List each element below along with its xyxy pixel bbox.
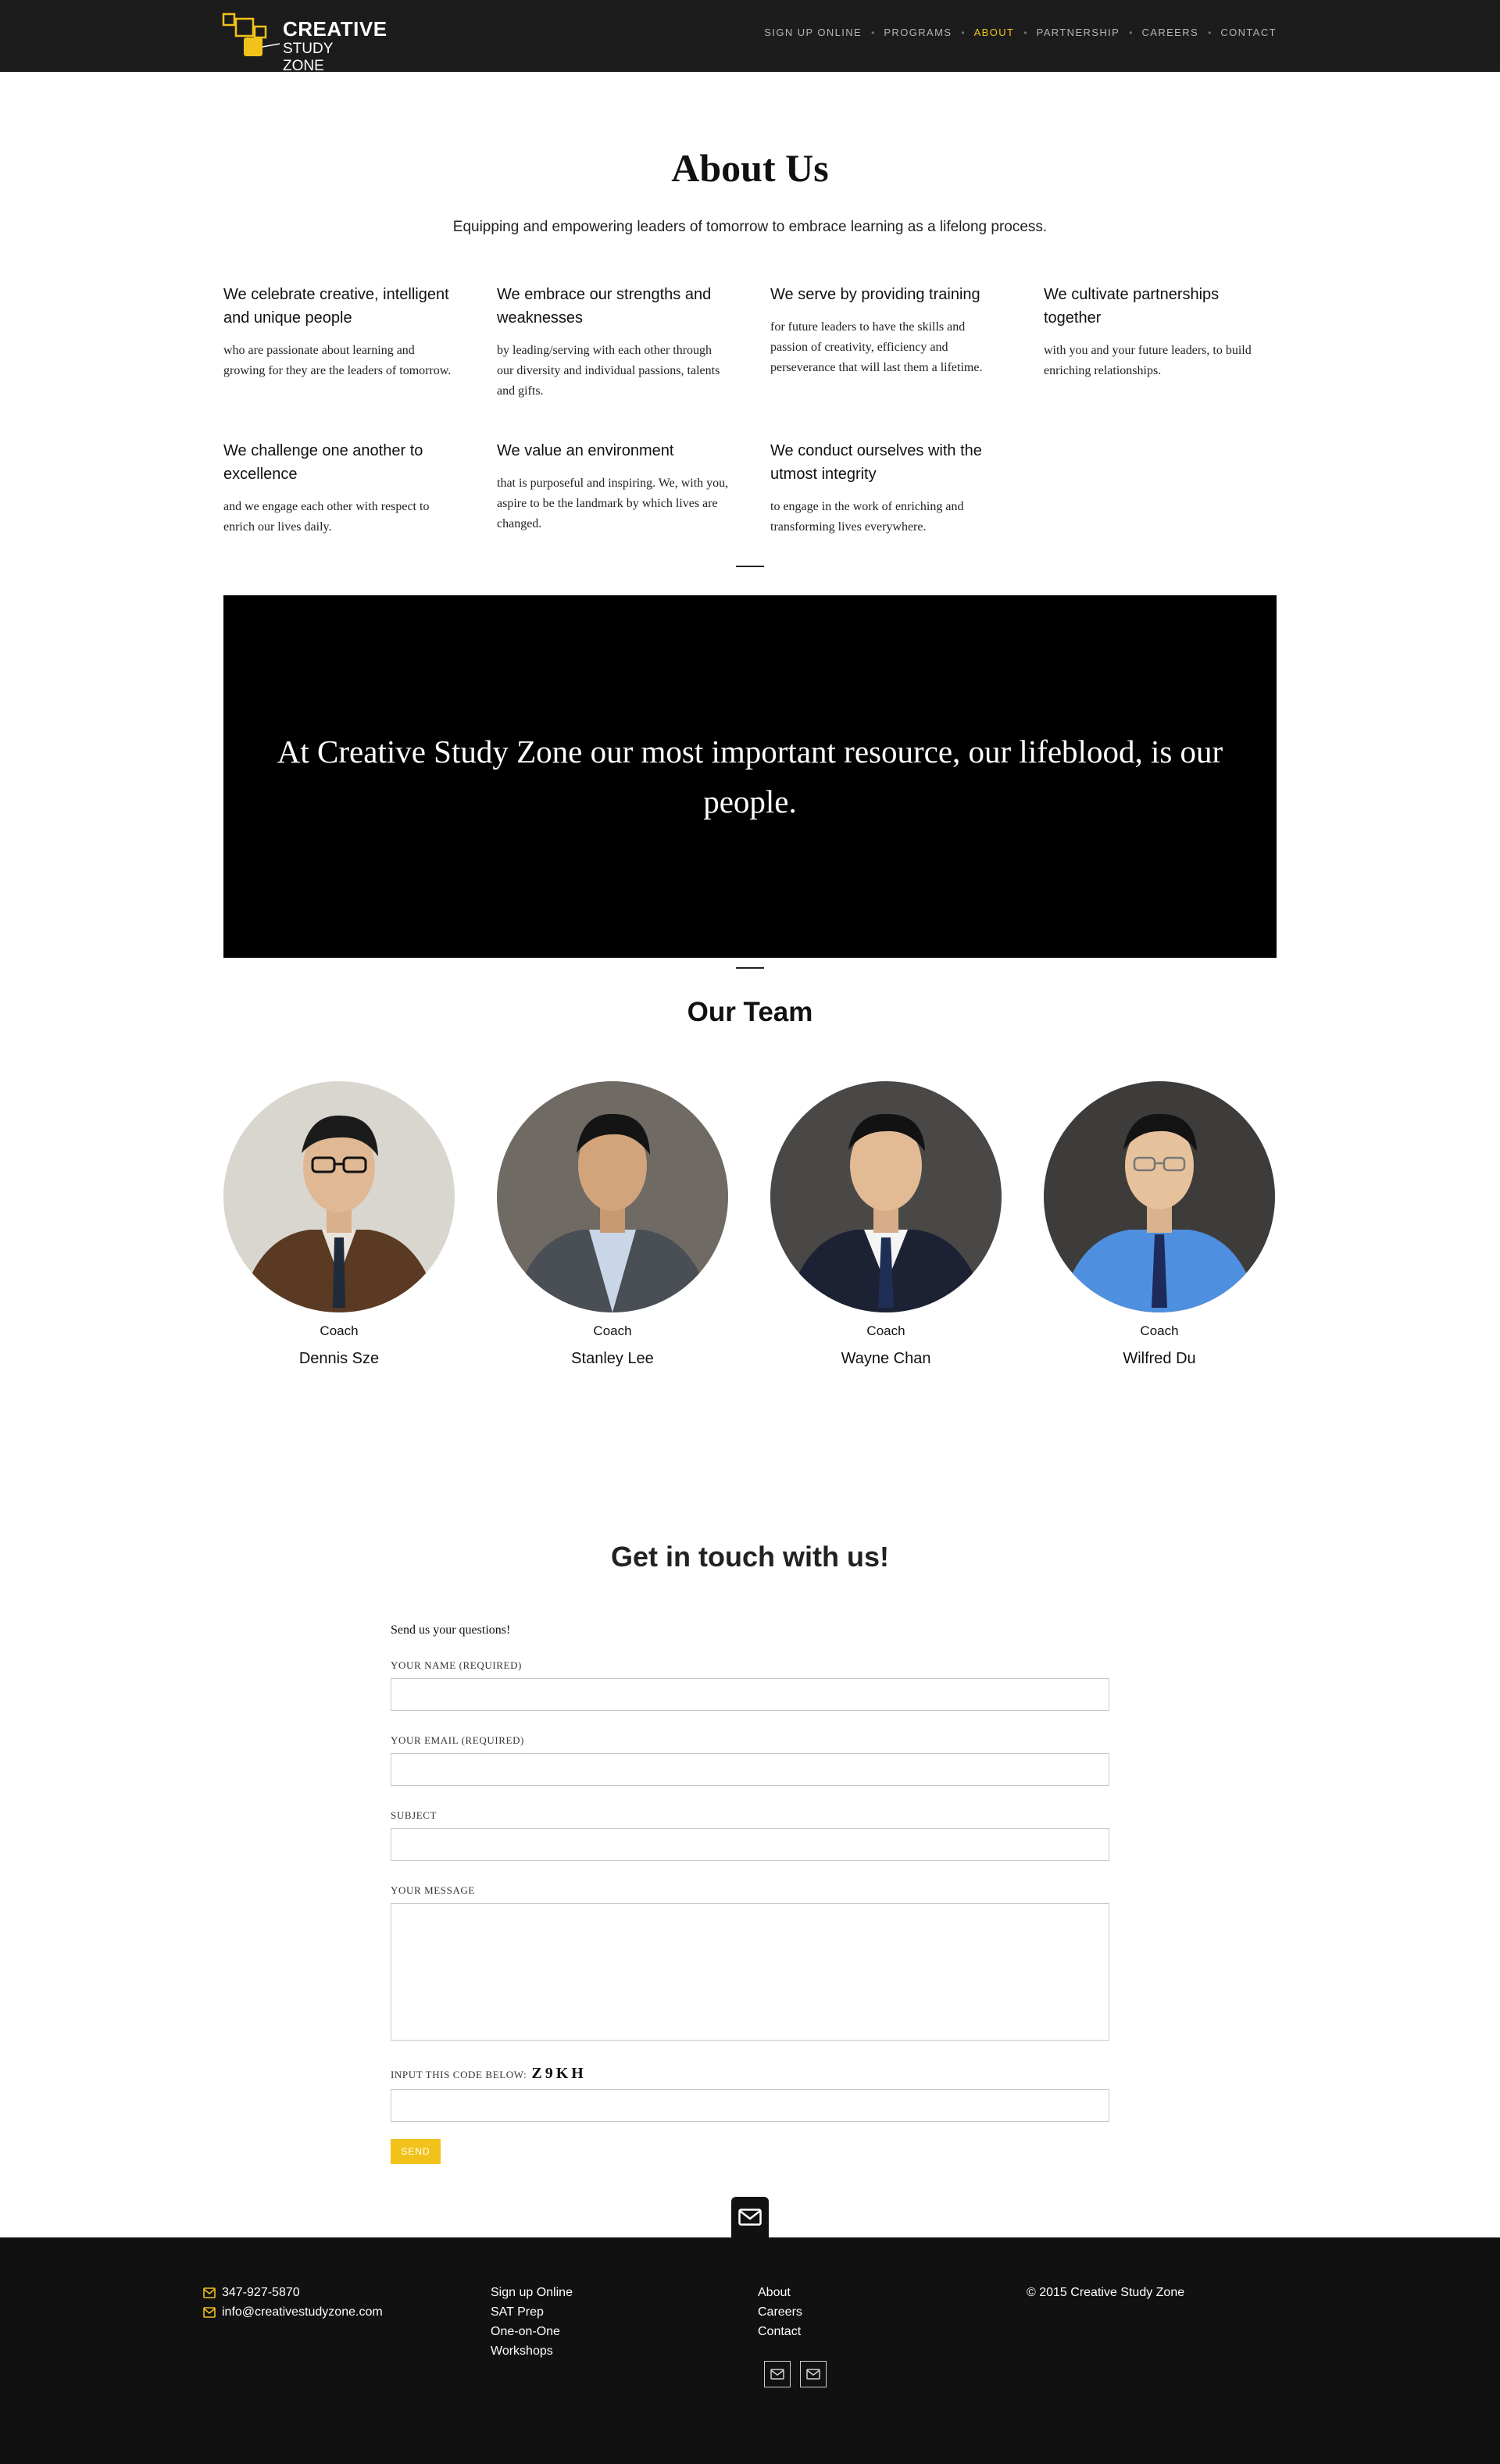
page-title: About Us (671, 146, 829, 190)
value-body: for future leaders to have the skills and passion of creativity, efficiency and perseverance that will last them a lifetime. (770, 320, 983, 374)
envelope-icon (806, 2369, 820, 2380)
copyright-text: © 2015 Creative Study Zone (1027, 2286, 1185, 2299)
captcha-row (391, 2065, 1109, 2083)
team-member-card (770, 1081, 1002, 1368)
value-heading: We embrace our strengths and weaknesses (497, 286, 712, 327)
nav-about[interactable]: ABOUT (973, 27, 1015, 38)
value-heading: We cultivate partnerships together (1044, 286, 1220, 327)
footer-link-workshops[interactable]: Workshops (491, 2344, 553, 2358)
team-member-card (223, 1081, 455, 1368)
footer-email[interactable]: info@creativestudyzone.com (222, 2305, 383, 2319)
logo-text-line2: STUDY ZONE (283, 41, 334, 74)
value-item (770, 283, 1005, 378)
member-name: Wayne Chan (841, 1350, 931, 1367)
message-textarea[interactable] (391, 1903, 1109, 2041)
nav-contact[interactable]: CONTACT (1220, 27, 1277, 38)
value-item (223, 439, 458, 537)
captcha-input[interactable] (391, 2089, 1109, 2122)
nav-separator: • (961, 27, 965, 38)
avatar (770, 1081, 1002, 1312)
member-role: Coach (1140, 1323, 1179, 1338)
name-input[interactable] (391, 1678, 1109, 1711)
value-body: and we engage each other with respect to enrich our lives daily. (223, 500, 430, 534)
member-name: Stanley Lee (571, 1350, 654, 1367)
nav-separator: • (1208, 27, 1212, 38)
contact-form (391, 1623, 1109, 2164)
member-role: Coach (593, 1323, 632, 1338)
member-role: Coach (320, 1323, 359, 1338)
value-body: that is purposeful and inspiring. We, with you, aspire to be the landmark by which lives are changed. (497, 477, 729, 530)
value-item (497, 283, 731, 402)
nav-programs[interactable]: PROGRAMS (884, 27, 952, 38)
footer-copyright (1027, 2283, 1184, 2302)
social-mail-button[interactable] (800, 2361, 827, 2387)
email-icon (203, 2307, 216, 2318)
footer-link-sign-up[interactable]: Sign up Online (491, 2286, 573, 2299)
subject-label: SUBJECT (391, 1809, 438, 1821)
form-intro: Send us your questions! (391, 1623, 511, 1637)
email-label: YOUR EMAIL (REQUIRED) (391, 1734, 524, 1746)
value-item (1044, 283, 1278, 381)
footer-link-careers[interactable]: Careers (758, 2305, 802, 2319)
member-name: Dennis Sze (298, 1350, 380, 1367)
value-heading: We serve by providing training (770, 286, 980, 303)
value-body: with you and your future leaders, to build enriching relationships. (1044, 344, 1252, 377)
team-member-card (497, 1081, 728, 1368)
nav-separator: • (871, 27, 875, 38)
value-heading: We conduct ourselves with the utmost integrity (770, 442, 982, 483)
nav-separator: • (1129, 27, 1133, 38)
value-body: to engage in the work of enriching and transforming lives everywhere. (770, 500, 964, 534)
footer-link-sat-prep[interactable]: SAT Prep (491, 2305, 544, 2319)
contact-title: Get in touch with us! (611, 1541, 889, 1573)
captcha-label: INPUT THIS CODE BELOW: (391, 2069, 527, 2080)
quote-banner (223, 595, 1277, 958)
value-heading: We challenge one another to excellence (223, 442, 423, 483)
footer-phone[interactable]: 347-927-5870 (222, 2286, 300, 2299)
nav-careers[interactable]: CAREERS (1141, 27, 1199, 38)
value-item (770, 439, 1005, 537)
send-button[interactable]: SEND (391, 2139, 441, 2164)
banner-quote: At Creative Study Zone our most important resource, our lifeblood, is our people. (277, 734, 1223, 820)
footer-link-contact[interactable]: Contact (758, 2325, 802, 2338)
footer-programs (491, 2283, 573, 2361)
mail-tab[interactable] (731, 2197, 769, 2237)
nav-sign-up-online[interactable]: SIGN UP ONLINE (764, 27, 862, 38)
social-mail-button[interactable] (764, 2361, 791, 2387)
value-heading: We celebrate creative, intelligent and unique people (223, 286, 449, 327)
value-item (223, 283, 458, 381)
top-navigation-bar (0, 0, 1500, 72)
subject-input[interactable] (391, 1828, 1109, 1861)
logo-text-line1: CREATIVE (283, 17, 388, 41)
section-divider (736, 566, 764, 567)
team-title: Our Team (687, 997, 813, 1027)
page-subtitle: Equipping and empowering leaders of tomorrow to embrace learning as a lifelong process. (452, 219, 1048, 235)
logo-squares-icon (222, 12, 280, 61)
value-body: by leading/serving with each other through our diversity and individual passions, talents and gifts. (497, 344, 720, 398)
site-footer (0, 2237, 1500, 2464)
value-body: who are passionate about learning and growing for they are the leaders of tomorrow. (223, 344, 452, 377)
section-divider (736, 967, 764, 969)
team-member-card (1044, 1081, 1275, 1368)
footer-link-about[interactable]: About (758, 2286, 791, 2299)
name-label: YOUR NAME (REQUIRED) (391, 1659, 522, 1671)
avatar (1044, 1081, 1275, 1312)
main-menu (764, 27, 1277, 38)
nav-separator: • (1023, 27, 1027, 38)
footer-link-one-on-one[interactable]: One-on-One (491, 2325, 560, 2338)
member-role: Coach (866, 1323, 905, 1338)
footer-contact (203, 2283, 383, 2322)
avatar (497, 1081, 728, 1312)
phone-icon (203, 2287, 216, 2298)
site-logo[interactable] (222, 12, 388, 74)
value-item (497, 439, 731, 534)
email-input[interactable] (391, 1753, 1109, 1786)
message-label: YOUR MESSAGE (391, 1884, 475, 1896)
avatar (223, 1081, 455, 1312)
captcha-code: Z9KH (531, 2065, 587, 2082)
footer-links (758, 2283, 802, 2341)
value-heading: We value an environment (497, 442, 674, 459)
nav-partnership[interactable]: PARTNERSHIP (1036, 27, 1120, 38)
member-name: Wilfred Du (1123, 1350, 1196, 1367)
envelope-icon (770, 2369, 784, 2380)
envelope-icon (738, 2209, 762, 2226)
